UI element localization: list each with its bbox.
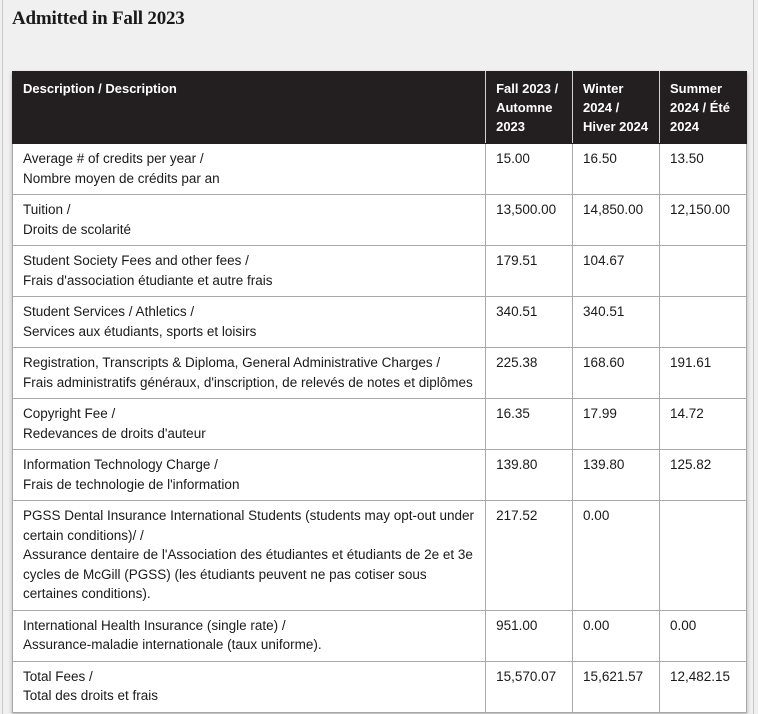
summer-value: 13.50 <box>660 144 747 195</box>
header-summer-2024: Summer 2024 / Été 2024 <box>660 72 747 144</box>
header-winter-2024: Winter 2024 / Hiver 2024 <box>573 72 660 144</box>
description-fr: Frais d'association étudiante et autre frais <box>23 272 273 288</box>
summer-value <box>660 246 747 297</box>
fall-value: 13,500.00 <box>486 195 573 246</box>
description-en: Copyright Fee / <box>23 406 116 421</box>
fall-value: 16.35 <box>486 399 573 450</box>
table-header-row <box>13 72 747 144</box>
fees-table <box>12 71 747 713</box>
winter-value: 0.00 <box>573 610 660 661</box>
row-description <box>13 195 486 246</box>
table-row <box>13 348 747 399</box>
description-fr: Total des droits et frais <box>23 688 159 703</box>
description-en: Total Fees / <box>23 668 93 684</box>
fall-value: 217.52 <box>486 501 573 611</box>
table-row <box>13 246 747 297</box>
description-fr: Assurance-maladie internationale (taux uniforme). <box>23 637 322 652</box>
fall-value: 139.80 <box>486 450 573 501</box>
description-fr: Frais administratifs généraux, d'inscription, de relevés de notes et diplômes <box>23 374 473 390</box>
fall-value: 340.51 <box>486 297 573 348</box>
summer-value: 125.82 <box>660 450 747 501</box>
description-fr: Services aux étudiants, sports et loisirs <box>23 323 257 339</box>
row-description <box>13 610 486 661</box>
fall-value: 15.00 <box>486 144 573 195</box>
winter-value: 168.60 <box>573 348 660 399</box>
header-description: Description / Description <box>13 72 486 144</box>
description-en: International Health Insurance (single rate) / <box>23 617 286 633</box>
table-row <box>13 195 747 246</box>
summer-value <box>660 501 747 611</box>
summer-value: 12,150.00 <box>660 195 747 246</box>
table-row <box>13 610 747 661</box>
row-description <box>13 501 486 611</box>
winter-total: 15,621.57 <box>573 661 660 712</box>
row-description <box>13 661 486 712</box>
section-title: Admitted in Fall 2023 <box>12 8 185 29</box>
description-fr: Redevances de droits d'auteur <box>23 425 206 441</box>
row-description <box>13 144 486 195</box>
description-en: Student Services / Athletics / <box>23 304 195 319</box>
total-row <box>13 661 747 712</box>
winter-value: 139.80 <box>573 450 660 501</box>
winter-value: 14,850.00 <box>573 195 660 246</box>
summer-value: 0.00 <box>660 610 747 661</box>
description-en: Information Technology Charge / <box>23 457 218 472</box>
summer-value <box>660 297 747 348</box>
winter-value: 17.99 <box>573 399 660 450</box>
summer-value: 14.72 <box>660 399 747 450</box>
description-en: Average # of credits per year / <box>23 151 204 166</box>
row-description <box>13 246 486 297</box>
fall-total: 15,570.07 <box>486 661 573 712</box>
description-en: Student Society Fees and other fees / <box>23 253 249 268</box>
table-row <box>13 399 747 450</box>
table-row <box>13 144 747 195</box>
table-row <box>13 297 747 348</box>
description-fr: Nombre moyen de crédits par an <box>23 170 220 186</box>
winter-value: 104.67 <box>573 246 660 297</box>
description-en: PGSS Dental Insurance International Students (students may opt-out under certain conditions)/ / <box>23 508 475 543</box>
summer-total: 12,482.15 <box>660 661 747 712</box>
row-description <box>13 348 486 399</box>
table-row <box>13 450 747 501</box>
description-en: Tuition / <box>23 202 71 217</box>
winter-value: 0.00 <box>573 501 660 611</box>
description-en: Registration, Transcripts & Diploma, General Administrative Charges / <box>23 355 441 370</box>
row-description <box>13 399 486 450</box>
description-fr: Droits de scolarité <box>23 221 132 237</box>
fall-value: 179.51 <box>486 246 573 297</box>
row-description <box>13 450 486 501</box>
winter-value: 16.50 <box>573 144 660 195</box>
winter-value: 340.51 <box>573 297 660 348</box>
summer-value: 191.61 <box>660 348 747 399</box>
description-fr: Frais de technologie de l'information <box>23 476 240 492</box>
header-fall-2023: Fall 2023 / Automne 2023 <box>486 72 573 144</box>
fall-value: 951.00 <box>486 610 573 661</box>
table-row <box>13 501 747 611</box>
fall-value: 225.38 <box>486 348 573 399</box>
description-fr: Assurance dentaire de l'Association des étudiantes et étudiants de 2e et 3e cycles de McGill (PGSS) (les étudiants peuvent ne pas cotiser sous certaines conditions). <box>23 547 473 601</box>
row-description <box>13 297 486 348</box>
